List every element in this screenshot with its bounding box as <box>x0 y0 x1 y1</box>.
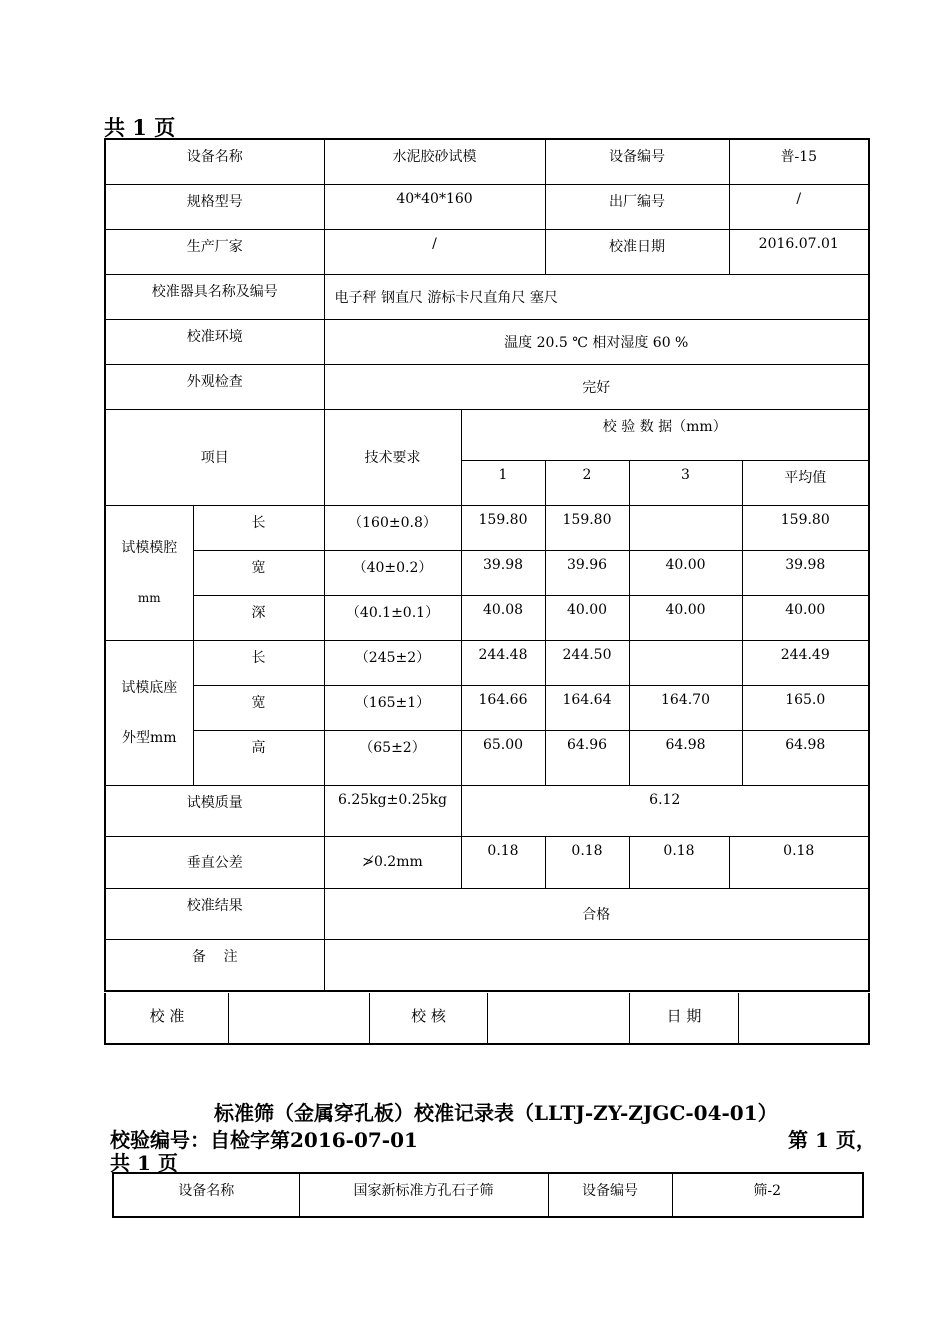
base-label-line1: 试模底座 <box>121 679 178 696</box>
sieve-device-no-label: 设备编号 <box>548 1173 672 1217</box>
dim-cell: 宽 <box>193 550 324 595</box>
spec-value: 40*40*160 <box>324 184 545 229</box>
device-no-label: 设备编号 <box>545 139 729 184</box>
appearance-value: 完好 <box>324 364 869 409</box>
v3-cell: 40.00 <box>629 595 742 640</box>
v3-cell: 164.70 <box>629 685 742 730</box>
vert-val-cell: 0.18 <box>461 836 545 888</box>
dim-cell: 高 <box>193 730 324 785</box>
avg-header: 平均值 <box>742 460 869 505</box>
v2-cell: 40.00 <box>545 595 629 640</box>
sieve-table <box>112 1172 864 1218</box>
section2-total-line: 共 1 页 <box>110 1151 178 1175</box>
vert-val-cell: 0.18 <box>545 836 629 888</box>
vertical-tolerance-label: 垂直公差 <box>105 836 324 888</box>
avg-cell: 159.80 <box>742 505 869 550</box>
total-pages-text: 共 1 页 <box>104 115 176 140</box>
v1-cell: 39.98 <box>461 550 545 595</box>
dim-cell: 长 <box>193 640 324 685</box>
v1-cell: 65.00 <box>461 730 545 785</box>
sieve-device-no-value: 筛-2 <box>672 1173 863 1217</box>
sign-calibrate-label: 校 准 <box>149 1007 185 1025</box>
cal-date-value: 2016.07.01 <box>729 229 869 274</box>
v2-cell: 164.64 <box>545 685 629 730</box>
vertical-tolerance-req: ≯0.2mm <box>324 836 461 888</box>
instruments-label: 校准器具名称及编号 <box>105 274 324 319</box>
calibration-table <box>104 138 870 992</box>
avg-cell: 64.98 <box>742 730 869 785</box>
instruments-value: 电子秤 钢直尺 游标卡尺直角尺 塞尺 <box>324 274 869 319</box>
avg-cell: 244.49 <box>742 640 869 685</box>
v1-cell: 40.08 <box>461 595 545 640</box>
v1-cell: 164.66 <box>461 685 545 730</box>
tech-req-header: 技术要求 <box>324 409 461 505</box>
req-cell: （40±0.2） <box>324 550 461 595</box>
remark-label: 备 注 <box>105 939 324 991</box>
v3-cell: 64.98 <box>629 730 742 785</box>
req-cell: （40.1±0.1） <box>324 595 461 640</box>
factory-no-label: 出厂编号 <box>545 184 729 229</box>
factory-no-value: / <box>729 184 869 229</box>
v1-cell: 244.48 <box>461 640 545 685</box>
col3-header: 3 <box>629 460 742 505</box>
data-header: 校 验 数 据（mm） <box>461 409 869 460</box>
device-name-label: 设备名称 <box>105 139 324 184</box>
sign-date-field[interactable] <box>738 993 868 1043</box>
col2-header: 2 <box>545 460 629 505</box>
base-label <box>105 640 193 785</box>
sieve-device-name-value: 国家新标准方孔石子筛 <box>299 1173 548 1217</box>
v1-cell: 159.80 <box>461 505 545 550</box>
sign-calibrate-field[interactable] <box>228 993 369 1043</box>
mass-value: 6.12 <box>461 785 869 836</box>
env-label: 校准环境 <box>105 319 324 364</box>
cal-date-label: 校准日期 <box>545 229 729 274</box>
cavity-label-line1: 试模模腔 <box>121 539 178 556</box>
req-cell: （165±1） <box>324 685 461 730</box>
dim-cell: 深 <box>193 595 324 640</box>
remark-value <box>324 939 869 991</box>
device-no-value: 普-15 <box>729 139 869 184</box>
sign-check-field[interactable] <box>487 993 629 1043</box>
base-label-line2: 外型mm <box>121 729 177 746</box>
avg-cell: 39.98 <box>742 550 869 595</box>
v2-cell: 39.96 <box>545 550 629 595</box>
dim-cell: 长 <box>193 505 324 550</box>
v2-cell: 64.96 <box>545 730 629 785</box>
section2-page-line: 第 1 页， <box>788 1128 876 1152</box>
vert-val-cell: 0.18 <box>729 836 869 888</box>
mass-req: 6.25kg±0.25kg <box>324 785 461 836</box>
result-value: 合格 <box>324 888 869 939</box>
maker-value: / <box>324 229 545 274</box>
env-value: 温度 20.5 ℃ 相对湿度 60 % <box>324 319 869 364</box>
sieve-device-name-label: 设备名称 <box>113 1173 299 1217</box>
maker-label: 生产厂家 <box>105 229 324 274</box>
v3-cell <box>629 640 742 685</box>
cavity-label <box>105 505 193 640</box>
device-name-value: 水泥胶砂试模 <box>324 139 545 184</box>
sign-date-label: 日 期 <box>629 993 738 1043</box>
avg-cell: 165.0 <box>742 685 869 730</box>
dim-cell: 宽 <box>193 685 324 730</box>
section2-title: 标准筛（金属穿孔板）校准记录表（LLTJ-ZY-ZJGC-04-01） <box>214 1101 778 1125</box>
spec-label: 规格型号 <box>105 184 324 229</box>
v3-cell: 40.00 <box>629 550 742 595</box>
mass-label: 试模质量 <box>105 785 324 836</box>
req-cell: （245±2） <box>324 640 461 685</box>
signature-row <box>104 993 870 1045</box>
appearance-label: 外观检查 <box>105 364 324 409</box>
result-label: 校准结果 <box>105 888 324 939</box>
item-header: 项目 <box>105 409 324 505</box>
req-cell: （160±0.8） <box>324 505 461 550</box>
v2-cell: 159.80 <box>545 505 629 550</box>
cavity-label-line2: mm <box>137 590 161 605</box>
req-cell: （65±2） <box>324 730 461 785</box>
v3-cell <box>629 505 742 550</box>
col1-header: 1 <box>461 460 545 505</box>
vert-val-cell: 0.18 <box>629 836 729 888</box>
section2-code-line: 校验编号：自检字第2016-07-01 <box>110 1128 418 1152</box>
v2-cell: 244.50 <box>545 640 629 685</box>
sign-check-label: 校 核 <box>369 993 487 1043</box>
avg-cell: 40.00 <box>742 595 869 640</box>
